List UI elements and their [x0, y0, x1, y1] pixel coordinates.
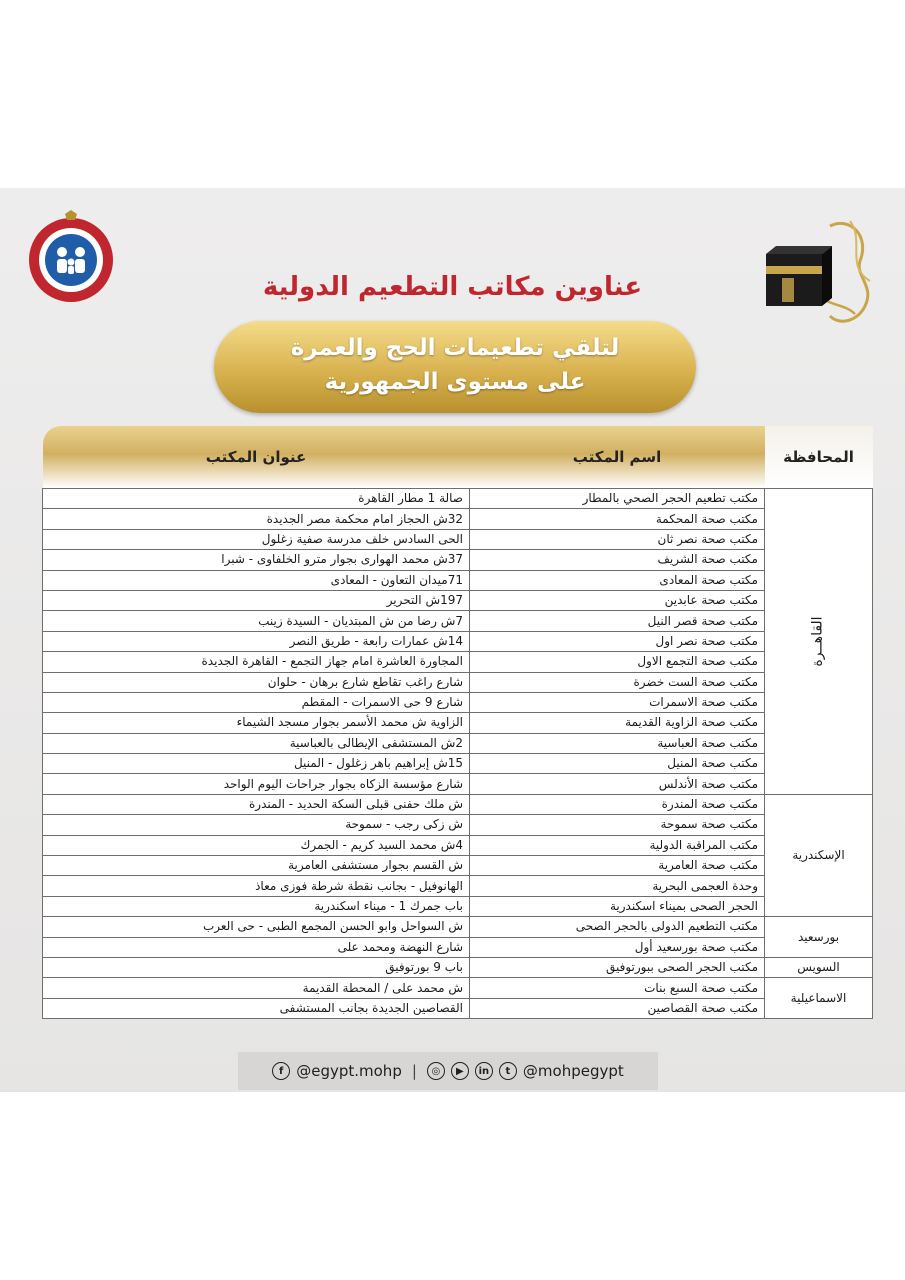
poster — [0, 188, 905, 1092]
subtitle-banner — [214, 321, 696, 413]
table-row — [43, 489, 873, 509]
table-row — [43, 957, 873, 977]
office-name-cell: مكتب تطعيم الحجر الصحي بالمطار — [470, 489, 765, 509]
governorate-label: الاسماعيلية — [790, 990, 847, 1005]
office-name-cell: مكتب صحة نصر ثان — [470, 529, 765, 549]
governorate-label: بورسعيد — [797, 929, 840, 944]
office-address-cell: 197ش التحرير — [43, 590, 470, 610]
office-name-cell: مكتب صحة القصاصين — [470, 998, 765, 1018]
table-body — [43, 489, 873, 1019]
office-address-cell: ش السواحل وابو الحسن المجمع الطبى - حى العرب — [43, 917, 470, 937]
table-row — [43, 754, 873, 774]
office-name-cell: مكتب صحة الاسمرات — [470, 692, 765, 712]
offices-table — [42, 426, 873, 1019]
office-name-cell: وحدة العجمى البحرية — [470, 876, 765, 896]
governorate-cell — [765, 978, 873, 1019]
table-row — [43, 550, 873, 570]
office-address-cell: شارع النهضة ومحمد على — [43, 937, 470, 957]
office-name-cell: مكتب صحة بورسعيد أول — [470, 937, 765, 957]
office-name-cell: مكتب صحة العامرية — [470, 856, 765, 876]
table-row — [43, 529, 873, 549]
office-address-cell: 71ميدان التعاون - المعادى — [43, 570, 470, 590]
office-name-cell: الحجر الصحى بميناء اسكندرية — [470, 896, 765, 916]
table-row — [43, 937, 873, 957]
office-name-cell: مكتب صحة المندرة — [470, 794, 765, 814]
office-address-cell: ش زكى رجب - سموحة — [43, 815, 470, 835]
office-name-cell: مكتب صحة السبع بنات — [470, 978, 765, 998]
header-address: عنوان المكتب — [43, 426, 470, 489]
kaaba-icon — [760, 206, 885, 334]
office-address-cell: القصاصين الجديدة بجانب المستشفى — [43, 998, 470, 1018]
social-handle[interactable]: @mohpegypt — [522, 1062, 624, 1080]
table-row — [43, 509, 873, 529]
governorate-cell — [765, 794, 873, 916]
table-row — [43, 774, 873, 794]
office-address-cell: الحى السادس خلف مدرسة صفية زغلول — [43, 529, 470, 549]
subtitle-line-1: لتلقي تطعيمات الحج والعمرة — [290, 335, 620, 361]
table-header-row — [43, 426, 873, 489]
facebook-handle[interactable]: @egypt.mohp — [296, 1062, 402, 1080]
office-address-cell: 37ش محمد الهوارى بجوار مترو الخلفاوى - شبرا — [43, 550, 470, 570]
twitter-icon[interactable]: t — [499, 1062, 517, 1080]
table-row — [43, 917, 873, 937]
office-address-cell: الهانوفيل - بجانب نقطة شرطة فوزى معاذ — [43, 876, 470, 896]
youtube-icon[interactable]: ▶ — [451, 1062, 469, 1080]
office-address-cell: ش محمد على / المحطة القديمة — [43, 978, 470, 998]
office-address-cell: صالة 1 مطار القاهرة — [43, 489, 470, 509]
office-address-cell: ش القسم بجوار مستشفى العامرية — [43, 856, 470, 876]
office-name-cell: مكتب صحة عابدين — [470, 590, 765, 610]
table-row — [43, 815, 873, 835]
office-name-cell: مكتب صحة المنيل — [470, 754, 765, 774]
table-row — [43, 713, 873, 733]
office-name-cell: مكتب صحة الزاوية القديمة — [470, 713, 765, 733]
office-address-cell: 4ش محمد السيد كريم - الجمرك — [43, 835, 470, 855]
table-row — [43, 876, 873, 896]
governorate-label: القاهــرة — [810, 616, 826, 667]
office-address-cell: 32ش الحجاز امام محكمة مصر الجديدة — [43, 509, 470, 529]
table-row — [43, 835, 873, 855]
office-name-cell: مكتب المراقبة الدولية — [470, 835, 765, 855]
office-name-cell: مكتب صحة التجمع الاول — [470, 652, 765, 672]
office-address-cell: شارع مؤسسة الزكاه بجوار جراحات اليوم الواحد — [43, 774, 470, 794]
table-row — [43, 672, 873, 692]
header-governorate: المحافظة — [765, 426, 873, 489]
table-row — [43, 978, 873, 998]
table-row — [43, 652, 873, 672]
office-address-cell: الزاوية ش محمد الأسمر بجوار مسجد الشيماء — [43, 713, 470, 733]
table-row — [43, 733, 873, 753]
table-row — [43, 631, 873, 651]
table-row — [43, 692, 873, 712]
office-address-cell: ش ملك حفنى قبلى السكة الحديد - المندرة — [43, 794, 470, 814]
office-name-cell: مكتب صحة المعادى — [470, 570, 765, 590]
governorate-label: السويس — [797, 960, 840, 975]
table-row — [43, 856, 873, 876]
office-name-cell: مكتب التطعيم الدولى بالحجر الصحى — [470, 917, 765, 937]
office-address-cell: 7ش رضا من ش المبتديان - السيدة زينب — [43, 611, 470, 631]
office-address-cell: المجاورة العاشرة امام جهاز التجمع - القاهرة الجديدة — [43, 652, 470, 672]
office-name-cell: مكتب الحجر الصحى ببورتوفيق — [470, 957, 765, 977]
governorate-label: الإسكندرية — [792, 848, 845, 863]
office-name-cell: مكتب صحة سموحة — [470, 815, 765, 835]
office-address-cell: باب جمرك 1 - ميناء اسكندرية — [43, 896, 470, 916]
office-name-cell: مكتب صحة الشريف — [470, 550, 765, 570]
office-address-cell: 15ش إبراهيم باهر زغلول - المنيل — [43, 754, 470, 774]
office-address-cell: شارع راغب تقاطع شارع برهان - حلوان — [43, 672, 470, 692]
office-name-cell: مكتب صحة الست خضرة — [470, 672, 765, 692]
table-row — [43, 998, 873, 1018]
footer-divider: | — [411, 1062, 417, 1080]
table-row — [43, 611, 873, 631]
social-footer — [238, 1052, 658, 1090]
office-address-cell: 2ش المستشفى الإيطالى بالعباسية — [43, 733, 470, 753]
subtitle-line-2: على مستوى الجمهورية — [324, 369, 586, 395]
table-row — [43, 794, 873, 814]
office-address-cell: باب 9 بورتوفيق — [43, 957, 470, 977]
page-title: عناوين مكاتب التطعيم الدولية — [262, 272, 643, 302]
table-row — [43, 896, 873, 916]
office-name-cell: مكتب صحة العباسية — [470, 733, 765, 753]
governorate-cell — [765, 917, 873, 958]
linkedin-icon[interactable]: in — [475, 1062, 493, 1080]
office-name-cell: مكتب صحة نصر اول — [470, 631, 765, 651]
facebook-icon[interactable]: f — [272, 1062, 290, 1080]
office-name-cell: مكتب صحة المحكمة — [470, 509, 765, 529]
governorate-cell — [765, 489, 873, 795]
office-name-cell: مكتب صحة الأندلس — [470, 774, 765, 794]
header-office-name: اسم المكتب — [470, 426, 765, 489]
instagram-icon[interactable]: ◎ — [427, 1062, 445, 1080]
table-row — [43, 570, 873, 590]
office-name-cell: مكتب صحة قصر النيل — [470, 611, 765, 631]
governorate-cell — [765, 957, 873, 977]
office-address-cell: 14ش عمارات رابعة - طريق النصر — [43, 631, 470, 651]
table-row — [43, 590, 873, 610]
office-address-cell: شارع 9 حى الاسمرات - المقطم — [43, 692, 470, 712]
